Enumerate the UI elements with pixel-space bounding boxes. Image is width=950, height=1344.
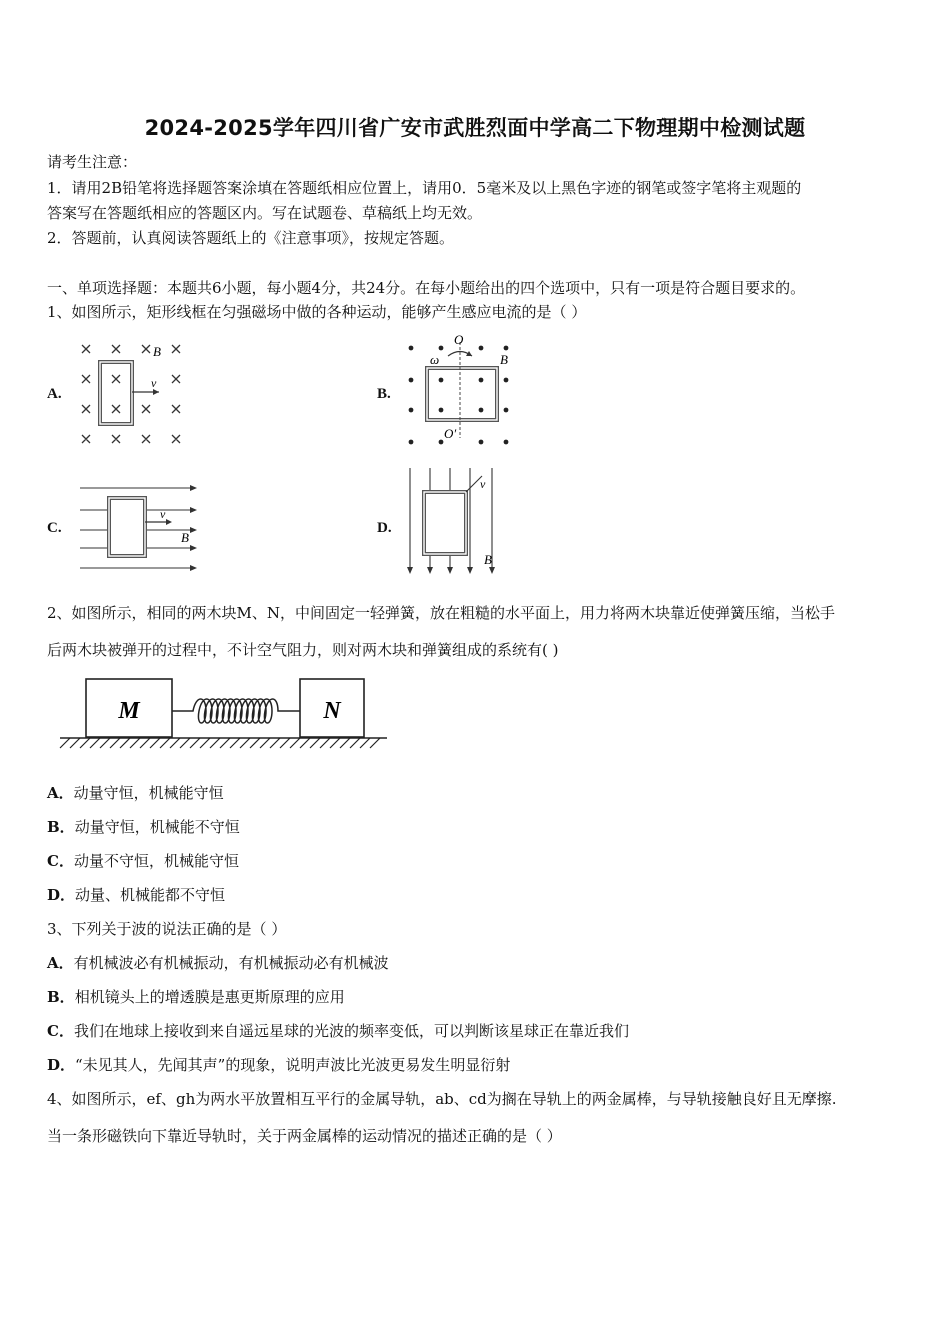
q3-option-b-letter: B．: [47, 988, 75, 1006]
q2-option-d-letter: D．: [47, 886, 76, 904]
notice-line-1: 1．请用2B铅笔将选择题答案涂填在答题纸相应位置上，请用0．5毫米及以上黑色字迹的钢笔或签字笔将主观题的: [47, 179, 802, 197]
q2-option-a: [47, 783, 224, 803]
q1-figure-a: [75, 340, 195, 450]
spring: [172, 699, 300, 723]
section-heading: 一、单项选择题：本题共6小题，每小题4分，共24分。在每小题给出的四个选项中，只有一项是符合题目要求的。: [47, 279, 806, 297]
notice-heading: 请考生注意：: [47, 153, 138, 171]
q2-option-b: [47, 817, 240, 837]
velocity-label: v: [151, 376, 157, 390]
field-label-b: B: [500, 352, 508, 367]
page-title: 2024-2025学年四川省广安市武胜烈面中学高二下物理期中检测试题: [144, 116, 806, 140]
q3-option-c-text: 我们在地球上接收到来自遥远星球的光波的频率变低，可以判断该星球正在靠近我们: [73, 1022, 629, 1040]
q1-figure-b: [402, 330, 522, 452]
q3-option-a-letter: A．: [47, 954, 74, 972]
q3-option-d-letter: D．: [47, 1056, 76, 1074]
q3-option-a-text: 有机械波必有机械振动，有机械振动必有机械波: [73, 954, 389, 972]
block-m-label: M: [118, 698, 140, 724]
wire-loop: [109, 498, 145, 556]
ground-hatching: [60, 738, 380, 748]
field-label-b: B: [153, 344, 161, 359]
magnetic-field-dots: [409, 346, 509, 445]
q2-option-c: [47, 851, 239, 871]
q4-stem-line2: 当一条形磁铁向下靠近导轨时，关于两金属棒的运动情况的描述正确的是（ ）: [47, 1127, 562, 1145]
q3-option-c: [47, 1021, 629, 1041]
q3-option-d: [47, 1055, 510, 1075]
q3-option-c-letter: C．: [47, 1022, 74, 1040]
q3-option-b-text: 相机镜头上的增透膜是惠更斯原理的应用: [74, 988, 345, 1006]
q2-option-a-text: 动量守恒，机械能守恒: [73, 784, 224, 802]
q3-option-b: [47, 987, 345, 1007]
q2-option-b-text: 动量守恒，机械能不守恒: [74, 818, 240, 836]
q2-stem-line2: 后两木块被弹开的过程中，不计空气阻力，则对两木块和弹簧组成的系统有( ): [47, 641, 559, 659]
field-label-b: B: [181, 530, 189, 545]
axis-label-o-prime: O′: [444, 426, 457, 441]
q1-label-b: B.: [377, 386, 391, 402]
q3-option-a: [47, 953, 389, 973]
block-n-label: N: [323, 698, 341, 724]
q1-figure-d: [402, 466, 512, 578]
q1-stem: 1、如图所示，矩形线框在匀强磁场中做的各种运动，能够产生感应电流的是（ ）: [47, 303, 587, 321]
q2-stem-line1: 2、如图所示，相同的两木块M、N，中间固定一轻弹簧，放在粗糙的水平面上，用力将两木块靠近使弹簧压缩，当松手: [47, 604, 836, 622]
q1-label-d: D.: [377, 520, 392, 536]
omega-label: ω: [430, 352, 440, 367]
q1-figure-c: [75, 478, 203, 576]
q4-stem-line1: 4、如图所示，ef、gh为两水平放置相互平行的金属导轨，ab、cd为搁在导轨上的两金属棒，与导轨接触良好且无摩擦.: [47, 1090, 837, 1108]
q1-label-a: A.: [47, 386, 62, 402]
wire-loop: [427, 368, 497, 420]
q2-option-d: [47, 885, 225, 905]
notice-line-1b: 答案写在答题纸相应的答题区内。写在试题卷、草稿纸上均无效。: [47, 204, 483, 222]
q1-label-c: C.: [47, 520, 62, 536]
q2-option-c-letter: C．: [47, 852, 74, 870]
axis-label-o: O: [454, 332, 464, 347]
q3-option-d-text: “未见其人，先闻其声”的现象，说明声波比光波更易发生明显衍射: [75, 1056, 511, 1074]
q2-option-d-text: 动量、机械能都不守恒: [75, 886, 226, 904]
q2-option-a-letter: A．: [47, 784, 74, 802]
q2-figure-blocks-spring: [55, 675, 395, 755]
wire-loop: [424, 492, 466, 554]
q3-stem: 3、下列关于波的说法正确的是（ ）: [47, 920, 287, 938]
notice-line-2: 2．答题前，认真阅读答题纸上的《注意事项》，按规定答题。: [47, 229, 455, 247]
velocity-label: v: [160, 507, 166, 521]
q2-option-c-text: 动量不守恒，机械能守恒: [73, 852, 239, 870]
velocity-label: v: [480, 477, 486, 491]
wire-loop: [100, 362, 132, 424]
q2-option-b-letter: B．: [47, 818, 75, 836]
field-label-b: B: [484, 552, 492, 567]
